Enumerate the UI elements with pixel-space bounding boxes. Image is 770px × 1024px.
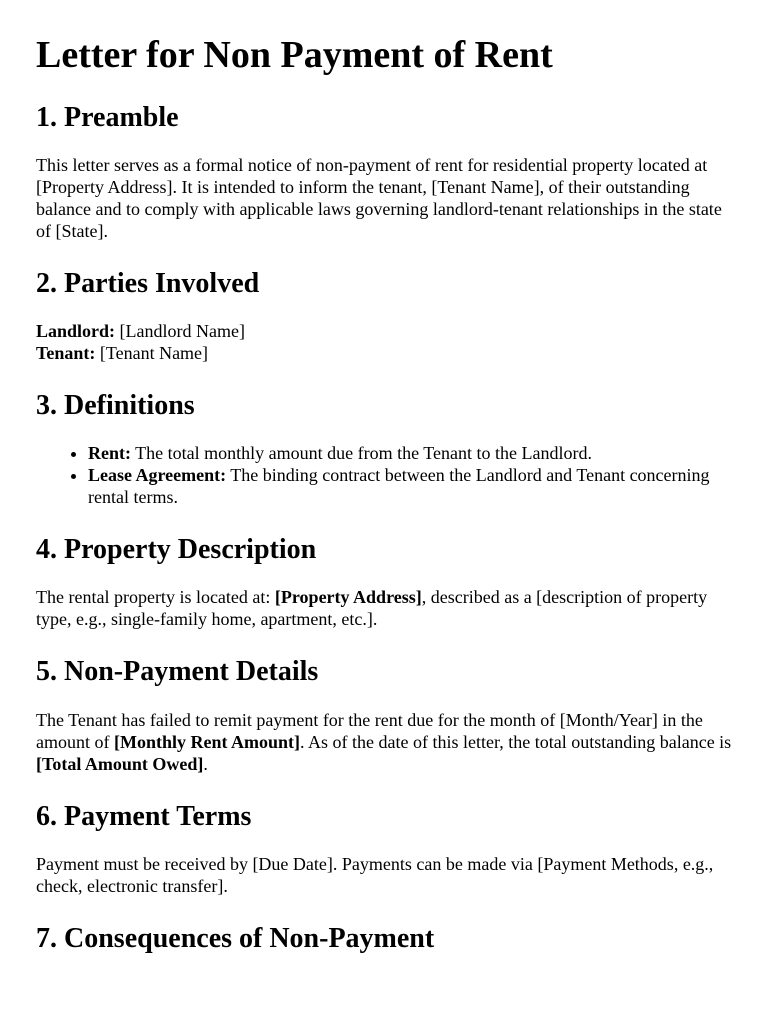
definition-text: The binding contract between the Landlord and Tenant concerning rental terms.: [88, 465, 710, 508]
section-heading: 5. Non-Payment Details: [36, 656, 319, 688]
payment-terms-text: Payment must be received by [Due Date]. Payments can be made via [Payment Methods, e.g., check, electronic transfer].: [36, 853, 714, 896]
preamble-text: This letter serves as a formal notice of non-payment of rent for residential property located at [Property Address]. It is intended to inform the tenant, [Tenant Name], of their outstanding balance and to comply with applicable laws governing landlord-tenant relationships in the state of [State].: [36, 154, 722, 241]
landlord-value: [Landlord Name]: [115, 321, 245, 342]
list-item: [88, 464, 734, 508]
property-address: [Property Address]: [274, 587, 422, 608]
section-heading: 3. Definitions: [36, 390, 195, 422]
nonpayment-text-3: .: [203, 753, 208, 774]
property-text-end: , described as a [description of property type, e.g., single-family home, apartment, etc.].: [36, 587, 708, 630]
section-consequences: [36, 923, 734, 955]
section-heading: 1. Preamble: [36, 101, 179, 133]
definition-text: The total monthly amount due from the Tenant to the Landlord.: [131, 443, 592, 464]
section-payment-terms: [36, 801, 734, 897]
total-amount-owed: [Total Amount Owed]: [36, 753, 204, 774]
section-heading: 7. Consequences of Non-Payment: [36, 922, 435, 954]
tenant-value: [Tenant Name]: [95, 343, 209, 364]
section-definitions: [36, 390, 734, 508]
definition-term: Rent:: [88, 443, 131, 464]
list-item: [88, 442, 734, 464]
nonpayment-text: [36, 709, 734, 775]
property-text: [36, 586, 734, 630]
landlord-label: Landlord:: [36, 321, 116, 342]
section-preamble: [36, 102, 734, 242]
section-parties: [36, 268, 734, 364]
property-text-start: The rental property is located at:: [36, 587, 275, 608]
monthly-rent-amount: [Monthly Rent Amount]: [114, 731, 301, 752]
definition-term: Lease Agreement:: [88, 465, 227, 486]
tenant-label: Tenant:: [36, 343, 96, 364]
document-title: Letter for Non Payment of Rent: [36, 34, 553, 76]
parties-text: [36, 320, 734, 364]
nonpayment-text-1: The Tenant has failed to remit payment for the rent due for the month of [Month/Year] in the amount of: [36, 709, 703, 752]
section-heading: 6. Payment Terms: [36, 800, 252, 832]
nonpayment-text-2: . As of the date of this letter, the total outstanding balance is: [300, 731, 732, 752]
section-heading: 2. Parties Involved: [36, 267, 260, 299]
section-nonpayment: [36, 656, 734, 774]
definitions-list: [36, 442, 734, 508]
section-property: [36, 534, 734, 630]
section-heading: 4. Property Description: [36, 534, 317, 566]
